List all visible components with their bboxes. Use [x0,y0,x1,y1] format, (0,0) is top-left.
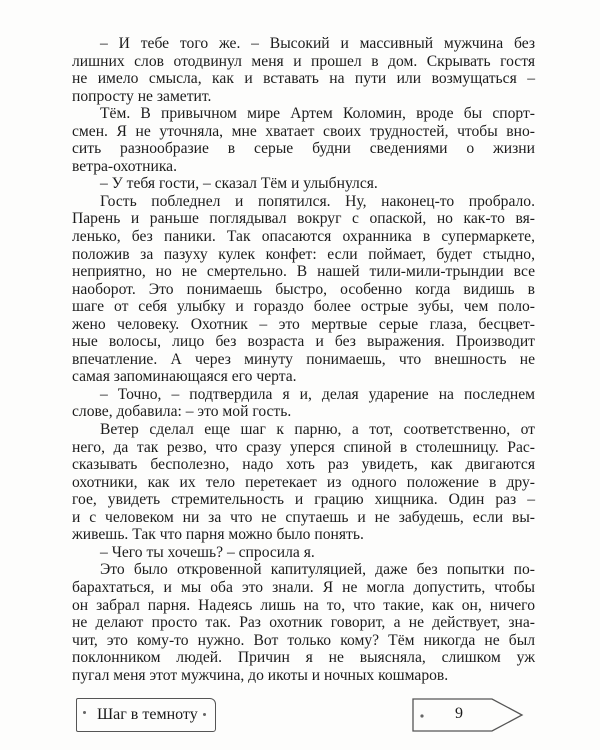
text-line: и с человеком ни за что не спутаешь и не забудешь, если вы- [72,508,535,526]
text-line: – Точно, – подтвердила я и, делая ударение на последнем [100,385,535,403]
text-line: охотники, как их тело перетекает из одного положение в дру- [72,473,535,491]
text-line: лишних слов отодвинул меня и прошел в дом. Скрывать гостя [72,52,535,70]
text-line: – Чего ты хочешь? – спросила я. [100,543,315,561]
text-line: он забрал парня. Надеясь лишь на то, что такие, как он, ничего [72,596,535,614]
text-line: шаге от себя улыбку и гораздо более острые зубы, чем поло- [72,298,535,316]
text-line: не имело смысла, как и вставать на пути или возмущаться – [72,70,535,88]
text-line: Гость побледнел и попятился. Ну, наконец-то пробрало. [100,192,535,210]
text-line: – У тебя гости, – сказал Тём и улыбнулся. [100,175,378,193]
text-line: поклонником людей. Причин я не выясняла, слишком уж [72,649,535,667]
text-line: ветра-охотника. [72,157,177,175]
text-line: ные волосы, лицо без возраста и без выражения. Производит [72,333,535,351]
text-line: живешь. Так что парня можно было понять. [72,526,364,544]
text-line: пугал меня этот мужчина, до икоты и ночных кошмаров. [72,666,449,684]
text-line: Ветер сделал еще шаг к парню, а тот, соответственно, от [100,421,535,439]
tag-hole-decoration [203,713,206,716]
text-line: гое, увидеть стремительность и грацию хищника. Один раз – [72,491,535,509]
text-line: барахтаться, и мы оба это знали. Я не могла допустить, чтобы [72,578,535,596]
text-line: самая запоминающаяся его черта. [72,368,297,386]
text-line: – И тебе того же. – Высокий и массивный мужчина без [100,35,535,52]
text-line: него, да так резво, что сразу уперся спиной в столешницу. Рас- [72,438,535,456]
body-text [72,35,535,684]
text-line: наоборот. Это понимаешь быстро, особенно когда видишь в [72,280,535,298]
text-line: сказывать бесполезно, надо хоть раз увидеть, как двигаются [72,456,535,474]
tag-arrow-shape [412,698,524,732]
book-title: Шаг в темноту [97,706,198,723]
text-line: попросту не заметит. [72,87,212,105]
text-line: положив за пазуху кулек конфет: если поймает, будет стыдно, [72,245,535,263]
tag-hole-decoration [83,711,86,714]
page-number: 9 [455,705,463,722]
text-line: неприятно, но не смертельно. В нашей тили-мили-трындии все [72,263,535,281]
running-title-tag [76,698,216,732]
text-line: слове, добавила: – это мой гость. [72,403,292,421]
text-line: ленько, без паники. Так опасаются охранника в супермаркете, [72,228,535,246]
text-line: не делают просто так. Раз охотник говорит, а не действует, зна- [72,614,535,632]
text-line: жено человеку. Охотник – это мертвые серые глаза, бесцвет- [72,315,535,333]
text-line: Это было откровенной капитуляцией, даже без попытки по- [100,561,535,579]
text-line: сить разнообразие в серые будни сведениями о жизни [72,140,535,158]
text-line: смен. Я не уточняла, мне хватает своих трудностей, чтобы вно- [72,122,535,140]
text-line: Парень и раньше поглядывал вокруг с опаской, но как-то вя- [72,210,535,228]
text-line: чит, это кому-то нужно. Вот только кому? Тём никогда не был [72,631,535,649]
text-line: Тём. В привычном мире Артем Коломин, вроде бы спорт- [100,105,535,123]
text-line: впечатление. А через минуту понимаешь, что внешность не [72,350,535,368]
page-number-tag [412,698,522,730]
